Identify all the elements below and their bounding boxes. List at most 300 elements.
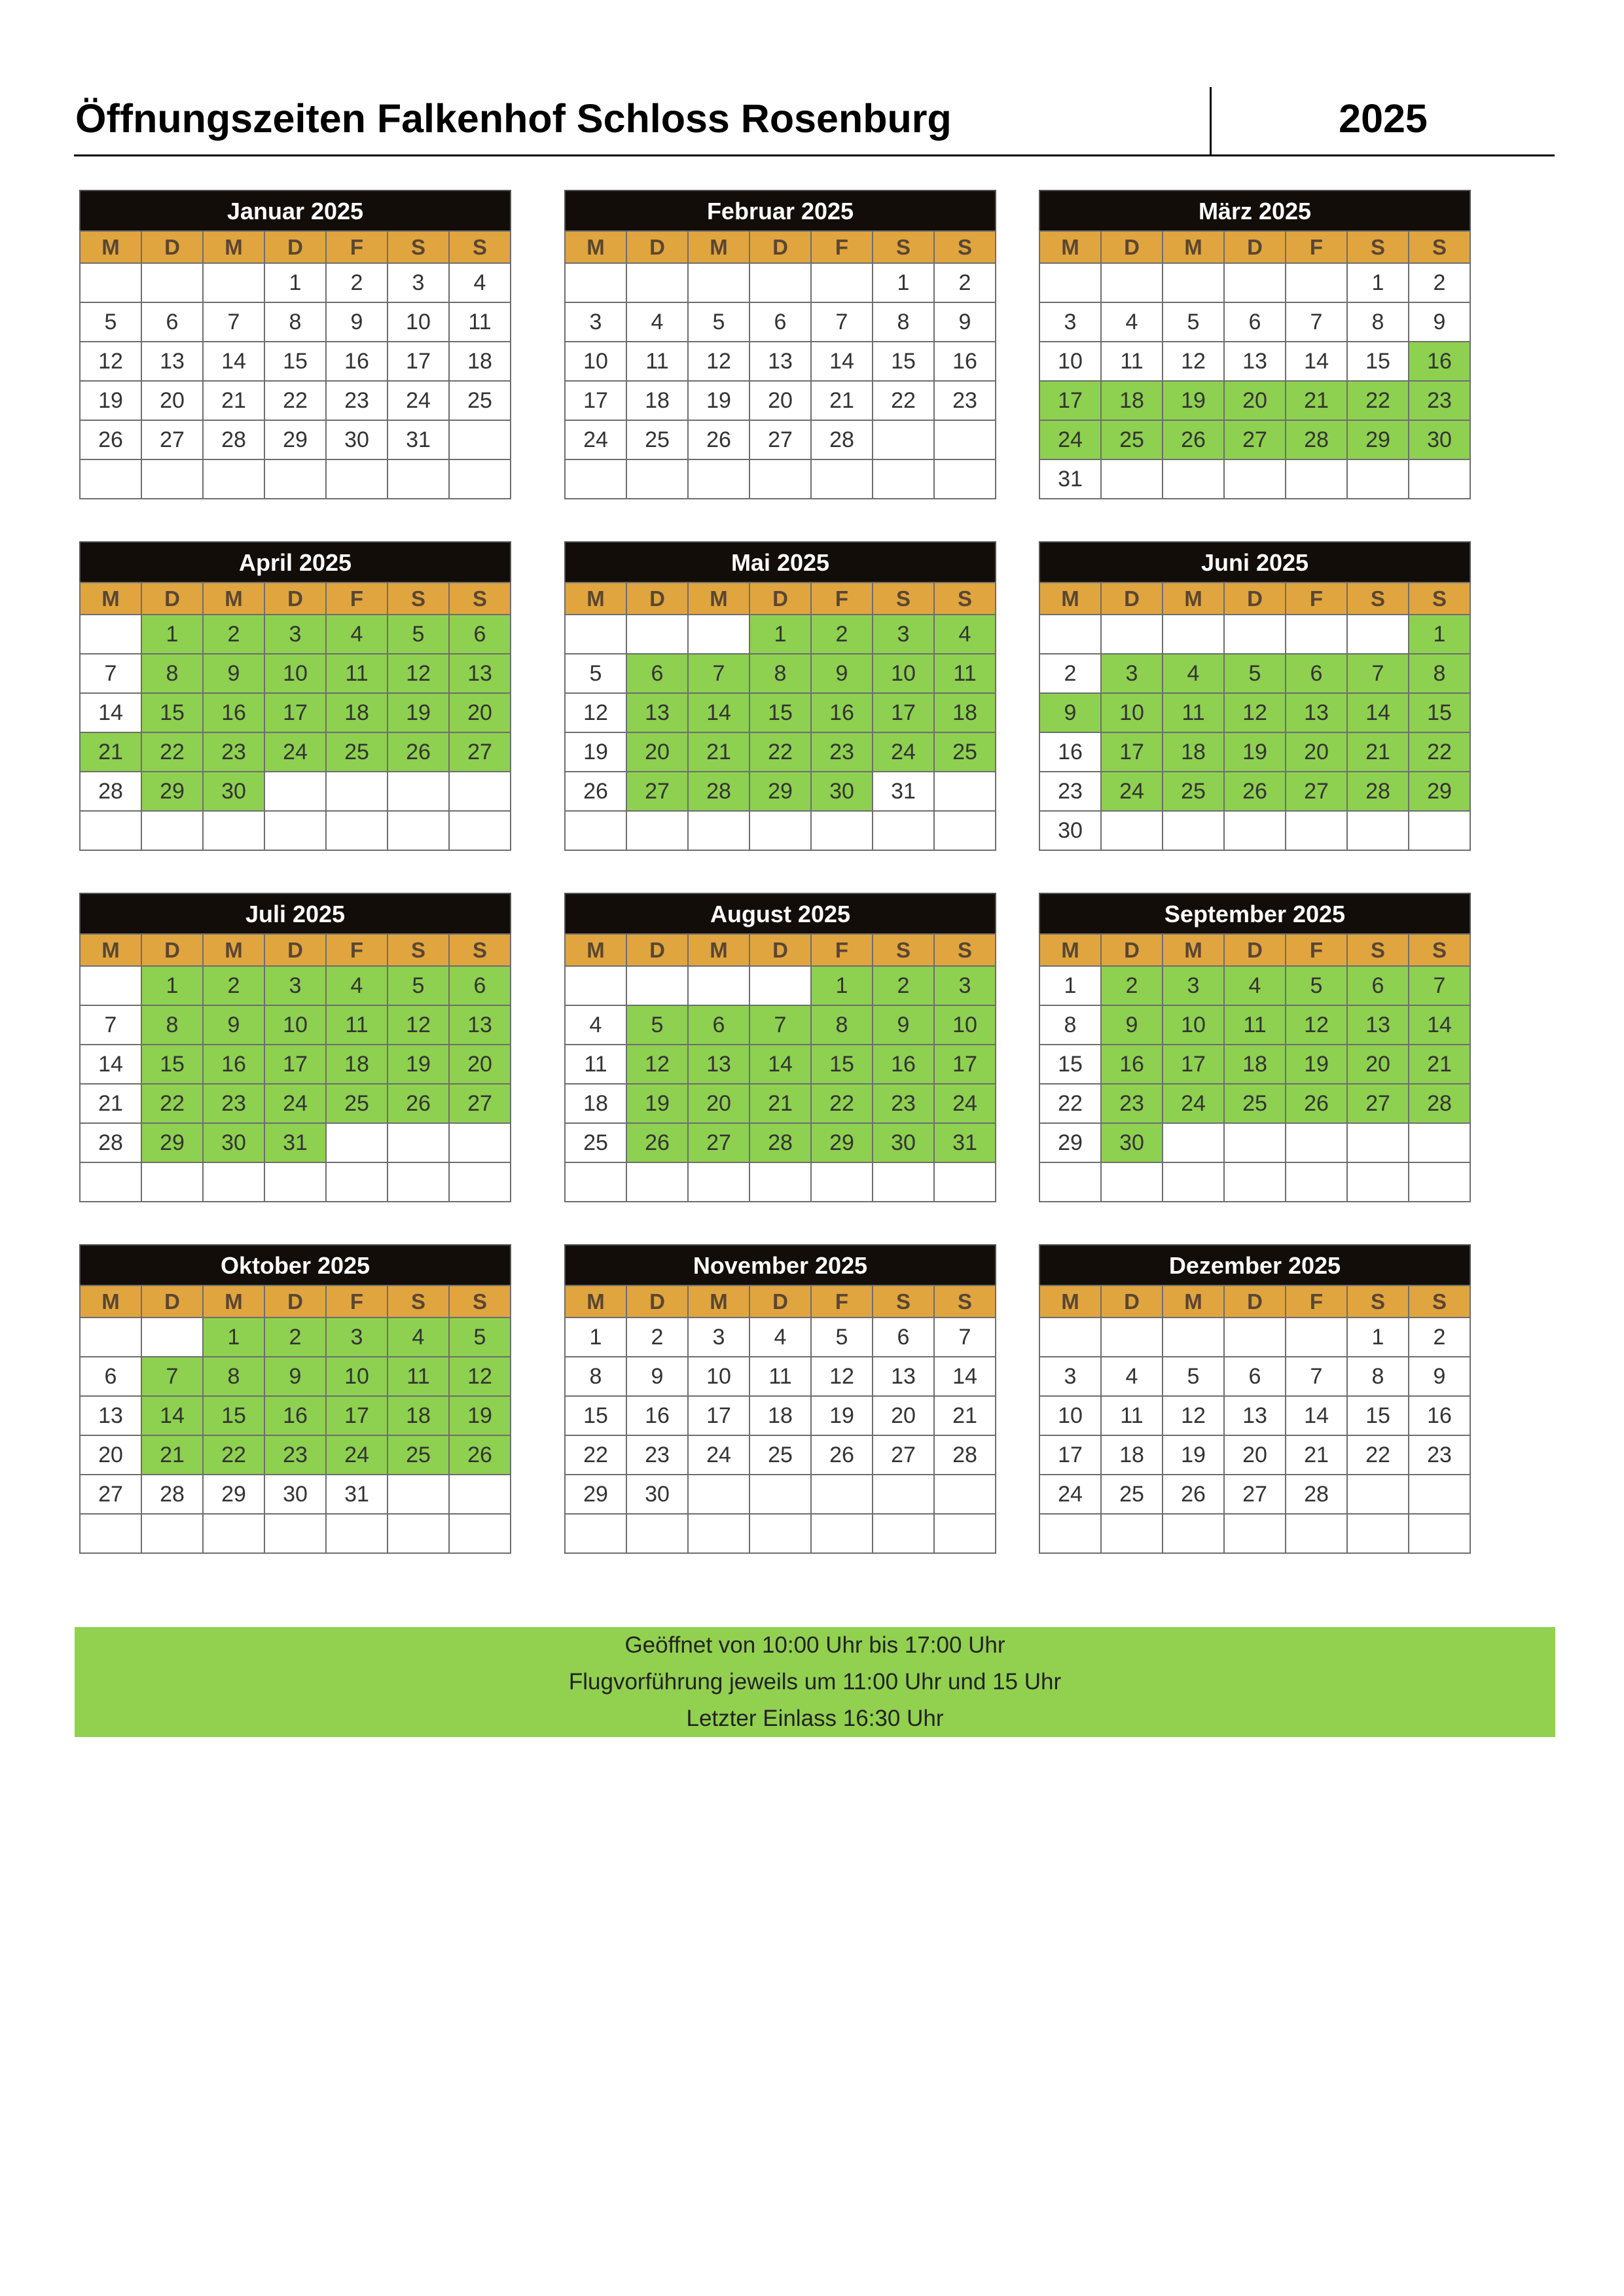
day-cell: 5 — [811, 1318, 873, 1357]
month-calendar — [564, 190, 996, 499]
day-cell: 6 — [873, 1318, 934, 1357]
day-cell: 9 — [934, 302, 996, 342]
day-cell: 1 — [141, 966, 203, 1005]
day-cell — [1101, 1514, 1163, 1553]
day-cell — [1039, 1514, 1101, 1553]
page-title: Öffnungszeiten Falkenhof Schloss Rosenburg — [75, 96, 952, 141]
week-row — [80, 263, 511, 302]
week-row — [80, 1475, 511, 1514]
week-row — [1039, 420, 1470, 459]
day-cell: 24 — [388, 381, 449, 420]
page-year: 2025 — [1339, 96, 1428, 141]
day-cell: 25 — [934, 732, 996, 772]
month-calendar — [1039, 1244, 1471, 1554]
day-cell: 2 — [264, 1318, 326, 1357]
day-cell: 1 — [565, 1318, 626, 1357]
week-row — [80, 342, 511, 381]
day-cell: 30 — [1101, 1123, 1163, 1162]
day-cell — [934, 420, 996, 459]
weekday-label: F — [811, 1285, 873, 1318]
weekday-label: F — [1286, 1285, 1347, 1318]
day-cell: 16 — [1409, 342, 1470, 381]
month-table — [1039, 1285, 1471, 1554]
day-cell: 1 — [203, 1318, 264, 1357]
day-cell — [1101, 811, 1163, 850]
day-cell: 4 — [749, 1318, 811, 1357]
weekday-label: M — [80, 934, 141, 966]
day-cell: 6 — [1286, 654, 1347, 693]
day-cell: 2 — [1101, 966, 1163, 1005]
day-cell: 7 — [934, 1318, 996, 1357]
day-cell — [1286, 615, 1347, 654]
week-row — [565, 263, 996, 302]
day-cell: 29 — [264, 420, 326, 459]
day-cell: 19 — [1163, 1435, 1224, 1475]
weekday-label: M — [203, 1285, 264, 1318]
day-cell: 23 — [326, 381, 388, 420]
info-last-entry: Letzter Einlass 16:30 Uhr — [686, 1706, 944, 1731]
day-cell: 30 — [203, 1123, 264, 1162]
day-cell: 27 — [749, 420, 811, 459]
day-cell — [626, 811, 688, 850]
day-cell: 11 — [934, 654, 996, 693]
day-cell — [626, 263, 688, 302]
day-cell: 8 — [873, 302, 934, 342]
month-table — [79, 230, 511, 499]
day-cell: 14 — [934, 1357, 996, 1396]
day-cell — [80, 1514, 141, 1553]
day-cell: 13 — [1286, 693, 1347, 732]
weekday-label: D — [141, 1285, 203, 1318]
week-row — [1039, 615, 1470, 654]
day-cell: 19 — [1224, 732, 1286, 772]
day-cell — [203, 811, 264, 850]
day-cell: 25 — [1224, 1084, 1286, 1123]
day-cell: 31 — [264, 1123, 326, 1162]
day-cell: 27 — [873, 1435, 934, 1475]
weekday-label: D — [264, 934, 326, 966]
day-cell — [449, 1162, 511, 1202]
day-cell: 6 — [688, 1005, 749, 1045]
week-row — [80, 772, 511, 811]
day-cell: 1 — [141, 615, 203, 654]
day-cell: 14 — [811, 342, 873, 381]
day-cell — [1347, 811, 1409, 850]
day-cell: 28 — [1286, 420, 1347, 459]
day-cell: 18 — [388, 1396, 449, 1435]
day-cell: 10 — [688, 1357, 749, 1396]
week-row — [565, 302, 996, 342]
day-cell: 18 — [449, 342, 511, 381]
day-cell — [626, 615, 688, 654]
day-cell: 4 — [449, 263, 511, 302]
week-row — [80, 1514, 511, 1553]
day-cell — [264, 1514, 326, 1553]
week-row — [565, 615, 996, 654]
day-cell: 12 — [1224, 693, 1286, 732]
day-cell: 11 — [1101, 1396, 1163, 1435]
day-cell: 15 — [141, 1045, 203, 1084]
weekday-label: S — [449, 583, 511, 615]
weekday-label: M — [688, 934, 749, 966]
day-cell: 28 — [1409, 1084, 1470, 1123]
week-row — [565, 342, 996, 381]
day-cell: 4 — [1163, 654, 1224, 693]
day-cell: 3 — [388, 263, 449, 302]
day-cell: 15 — [264, 342, 326, 381]
day-cell: 24 — [264, 1084, 326, 1123]
day-cell — [1163, 263, 1224, 302]
day-cell: 17 — [1101, 732, 1163, 772]
day-cell: 9 — [1101, 1005, 1163, 1045]
day-cell — [203, 1514, 264, 1553]
day-cell: 8 — [811, 1005, 873, 1045]
day-cell: 12 — [449, 1357, 511, 1396]
day-cell — [449, 811, 511, 850]
day-cell — [749, 263, 811, 302]
month-title: März 2025 — [1039, 190, 1471, 230]
day-cell: 2 — [1039, 654, 1101, 693]
month-calendar — [1039, 893, 1471, 1202]
day-cell: 28 — [141, 1475, 203, 1514]
day-cell: 13 — [141, 342, 203, 381]
day-cell: 1 — [1039, 966, 1101, 1005]
weekday-label: D — [626, 583, 688, 615]
day-cell: 18 — [1224, 1045, 1286, 1084]
day-cell: 28 — [934, 1435, 996, 1475]
day-cell: 16 — [811, 693, 873, 732]
day-cell: 12 — [388, 654, 449, 693]
day-cell: 3 — [565, 302, 626, 342]
day-cell: 2 — [203, 966, 264, 1005]
day-cell: 22 — [749, 732, 811, 772]
day-cell — [873, 420, 934, 459]
day-cell — [80, 459, 141, 499]
weekday-label: S — [449, 934, 511, 966]
day-cell: 26 — [388, 1084, 449, 1123]
week-row — [80, 1045, 511, 1084]
day-cell: 16 — [264, 1396, 326, 1435]
day-cell: 25 — [565, 1123, 626, 1162]
day-cell: 10 — [565, 342, 626, 381]
day-cell: 26 — [449, 1435, 511, 1475]
day-cell: 24 — [1039, 1475, 1101, 1514]
weekday-header-row — [1039, 231, 1470, 263]
day-cell: 22 — [1409, 732, 1470, 772]
week-row — [80, 1123, 511, 1162]
day-cell: 18 — [626, 381, 688, 420]
weekday-label: D — [626, 1285, 688, 1318]
weekday-label: D — [1224, 934, 1286, 966]
month-title: Oktober 2025 — [79, 1244, 511, 1285]
day-cell: 23 — [811, 732, 873, 772]
day-cell: 22 — [873, 381, 934, 420]
day-cell: 26 — [688, 420, 749, 459]
day-cell: 28 — [203, 420, 264, 459]
day-cell: 11 — [565, 1045, 626, 1084]
weekday-label: D — [1101, 1285, 1163, 1318]
day-cell — [388, 1123, 449, 1162]
day-cell — [326, 1123, 388, 1162]
day-cell: 11 — [326, 654, 388, 693]
month-table — [1039, 230, 1471, 499]
day-cell: 10 — [264, 1005, 326, 1045]
day-cell — [1347, 1475, 1409, 1514]
day-cell: 6 — [449, 966, 511, 1005]
weekday-label: M — [565, 583, 626, 615]
month-calendar — [79, 190, 511, 499]
day-cell: 14 — [80, 693, 141, 732]
day-cell: 26 — [626, 1123, 688, 1162]
day-cell: 31 — [388, 420, 449, 459]
day-cell: 26 — [388, 732, 449, 772]
day-cell: 6 — [749, 302, 811, 342]
day-cell — [565, 811, 626, 850]
month-calendar — [564, 1244, 996, 1554]
day-cell — [449, 459, 511, 499]
day-cell: 1 — [1347, 1318, 1409, 1357]
day-cell: 21 — [688, 732, 749, 772]
day-cell: 28 — [80, 772, 141, 811]
weekday-label: S — [1409, 583, 1470, 615]
week-row — [80, 615, 511, 654]
day-cell: 19 — [1163, 381, 1224, 420]
day-cell — [1163, 1318, 1224, 1357]
day-cell — [565, 966, 626, 1005]
day-cell: 24 — [873, 732, 934, 772]
weekday-label: M — [1039, 583, 1101, 615]
week-row — [565, 1475, 996, 1514]
day-cell: 26 — [811, 1435, 873, 1475]
day-cell — [449, 420, 511, 459]
day-cell: 8 — [141, 654, 203, 693]
info-flight-show: Flugvorführung jeweils um 11:00 Uhr und 15 Uhr — [568, 1669, 1062, 1695]
day-cell: 13 — [449, 654, 511, 693]
month-title: Juli 2025 — [79, 893, 511, 933]
day-cell: 25 — [326, 732, 388, 772]
day-cell: 14 — [80, 1045, 141, 1084]
week-row — [80, 732, 511, 772]
day-cell: 19 — [80, 381, 141, 420]
day-cell — [1163, 811, 1224, 850]
week-row — [565, 1045, 996, 1084]
day-cell — [749, 966, 811, 1005]
day-cell — [141, 1514, 203, 1553]
day-cell — [934, 1514, 996, 1553]
weekday-header-row — [80, 1285, 511, 1318]
day-cell — [388, 1475, 449, 1514]
day-cell: 8 — [1347, 1357, 1409, 1396]
day-cell — [749, 1475, 811, 1514]
day-cell: 15 — [873, 342, 934, 381]
weekday-label: M — [688, 1285, 749, 1318]
week-row — [80, 302, 511, 342]
day-cell — [565, 263, 626, 302]
day-cell: 3 — [1101, 654, 1163, 693]
week-row — [565, 1084, 996, 1123]
day-cell: 10 — [934, 1005, 996, 1045]
day-cell: 24 — [688, 1435, 749, 1475]
day-cell: 21 — [1347, 732, 1409, 772]
weekday-label: S — [388, 1285, 449, 1318]
day-cell — [1101, 1162, 1163, 1202]
day-cell: 14 — [1286, 1396, 1347, 1435]
day-cell: 2 — [873, 966, 934, 1005]
day-cell: 2 — [326, 263, 388, 302]
day-cell: 24 — [1163, 1084, 1224, 1123]
day-cell: 8 — [1347, 302, 1409, 342]
weekday-label: S — [1409, 934, 1470, 966]
day-cell: 13 — [449, 1005, 511, 1045]
day-cell: 16 — [203, 693, 264, 732]
weekday-label: M — [1163, 934, 1224, 966]
day-cell — [873, 1162, 934, 1202]
day-cell: 31 — [873, 772, 934, 811]
weekday-label: M — [1039, 934, 1101, 966]
day-cell — [688, 459, 749, 499]
day-cell: 7 — [688, 654, 749, 693]
day-cell: 27 — [688, 1123, 749, 1162]
day-cell: 10 — [873, 654, 934, 693]
weekday-label: S — [1409, 231, 1470, 263]
day-cell: 20 — [449, 693, 511, 732]
day-cell: 28 — [811, 420, 873, 459]
day-cell: 6 — [1347, 966, 1409, 1005]
day-cell: 12 — [626, 1045, 688, 1084]
weekday-label: M — [565, 231, 626, 263]
day-cell: 12 — [565, 693, 626, 732]
week-row — [1039, 459, 1470, 499]
week-row — [1039, 654, 1470, 693]
day-cell — [873, 1475, 934, 1514]
day-cell: 11 — [388, 1357, 449, 1396]
day-cell: 27 — [1224, 1475, 1286, 1514]
week-row — [1039, 1396, 1470, 1435]
day-cell — [688, 811, 749, 850]
day-cell: 14 — [1409, 1005, 1470, 1045]
day-cell: 25 — [388, 1435, 449, 1475]
day-cell — [388, 1514, 449, 1553]
day-cell: 19 — [1286, 1045, 1347, 1084]
week-row — [565, 1514, 996, 1553]
month-table — [564, 582, 996, 851]
day-cell: 15 — [1409, 693, 1470, 732]
day-cell: 11 — [1101, 342, 1163, 381]
day-cell: 22 — [811, 1084, 873, 1123]
day-cell — [934, 1162, 996, 1202]
day-cell: 7 — [749, 1005, 811, 1045]
day-cell: 9 — [326, 302, 388, 342]
day-cell — [141, 1318, 203, 1357]
day-cell: 23 — [1409, 381, 1470, 420]
weekday-label: F — [811, 583, 873, 615]
day-cell — [1101, 263, 1163, 302]
day-cell — [326, 772, 388, 811]
day-cell: 23 — [934, 381, 996, 420]
weekday-label: S — [1347, 934, 1409, 966]
day-cell — [1286, 811, 1347, 850]
weekday-label: D — [141, 934, 203, 966]
day-cell: 24 — [1039, 420, 1101, 459]
weekday-label: D — [141, 583, 203, 615]
day-cell: 9 — [1409, 302, 1470, 342]
day-cell: 12 — [811, 1357, 873, 1396]
day-cell: 25 — [626, 420, 688, 459]
week-row — [1039, 263, 1470, 302]
day-cell: 1 — [1347, 263, 1409, 302]
day-cell: 5 — [626, 1005, 688, 1045]
day-cell: 3 — [1163, 966, 1224, 1005]
weekday-label: S — [873, 231, 934, 263]
day-cell: 7 — [1286, 1357, 1347, 1396]
week-row — [1039, 772, 1470, 811]
week-row — [80, 654, 511, 693]
day-cell: 25 — [326, 1084, 388, 1123]
month-title: April 2025 — [79, 541, 511, 582]
weekday-label: D — [1101, 583, 1163, 615]
day-cell: 5 — [565, 654, 626, 693]
day-cell — [1409, 1123, 1470, 1162]
day-cell: 24 — [326, 1435, 388, 1475]
day-cell: 10 — [264, 654, 326, 693]
day-cell — [1101, 615, 1163, 654]
day-cell: 7 — [80, 1005, 141, 1045]
day-cell — [1224, 459, 1286, 499]
day-cell: 21 — [934, 1396, 996, 1435]
day-cell — [388, 1162, 449, 1202]
day-cell — [1409, 1514, 1470, 1553]
weekday-label: F — [1286, 583, 1347, 615]
day-cell: 18 — [326, 693, 388, 732]
day-cell — [688, 1475, 749, 1514]
week-row — [1039, 1162, 1470, 1202]
day-cell: 27 — [449, 732, 511, 772]
day-cell: 24 — [1101, 772, 1163, 811]
day-cell: 23 — [873, 1084, 934, 1123]
day-cell — [1224, 1123, 1286, 1162]
day-cell — [264, 811, 326, 850]
month-title: Dezember 2025 — [1039, 1244, 1471, 1285]
day-cell: 4 — [326, 966, 388, 1005]
day-cell: 2 — [811, 615, 873, 654]
day-cell: 17 — [565, 381, 626, 420]
day-cell: 31 — [326, 1475, 388, 1514]
weekday-label: D — [749, 231, 811, 263]
week-row — [565, 654, 996, 693]
day-cell — [449, 1123, 511, 1162]
week-row — [565, 1162, 996, 1202]
day-cell — [1101, 459, 1163, 499]
weekday-label: D — [749, 934, 811, 966]
day-cell: 17 — [1163, 1045, 1224, 1084]
month-table — [79, 1285, 511, 1554]
weekday-label: M — [80, 583, 141, 615]
day-cell — [1163, 1162, 1224, 1202]
weekday-label: M — [203, 934, 264, 966]
day-cell: 28 — [1347, 772, 1409, 811]
day-cell: 16 — [873, 1045, 934, 1084]
day-cell: 29 — [811, 1123, 873, 1162]
day-cell: 31 — [1039, 459, 1101, 499]
day-cell: 18 — [1101, 1435, 1163, 1475]
month-calendar — [79, 1244, 511, 1554]
week-row — [565, 1318, 996, 1357]
week-row — [1039, 1475, 1470, 1514]
week-row — [1039, 1435, 1470, 1475]
day-cell: 27 — [1286, 772, 1347, 811]
day-cell — [388, 811, 449, 850]
day-cell: 16 — [1039, 732, 1101, 772]
